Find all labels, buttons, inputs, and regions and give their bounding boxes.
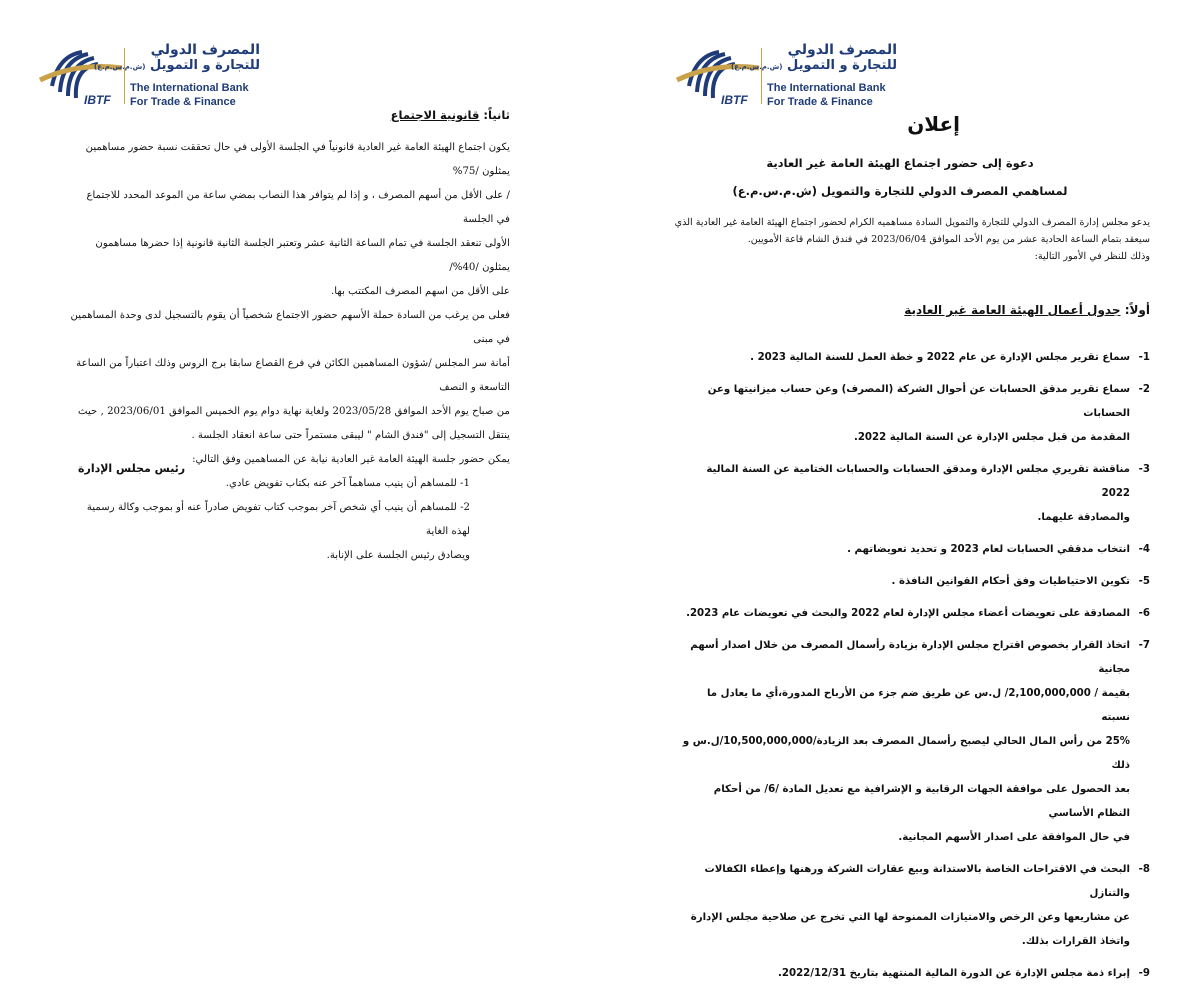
logo-mark: IBTF <box>84 93 111 107</box>
logo-ar-line2: للتجارة و التمويل (ش.م.س.م.ع) <box>94 58 260 73</box>
para1-line: على الأقل من اسهم المصرف المكتتب بها. <box>331 286 510 297</box>
agenda-item-number: 8- <box>1138 864 1150 875</box>
agenda-item-line: انتخاب مدققي الحسابات لعام 2023 و تحديد تعويضاتهم . <box>847 544 1130 555</box>
para2-line: من صباح يوم الأحد الموافق 2023/05/28 ولغاية نهاية دوام يوم الخميس الموافق 2023/06/01 , حيث <box>77 406 510 417</box>
agenda-item <box>680 602 1150 626</box>
agenda-item-line: والمصادقة عليهما. <box>1037 512 1130 523</box>
logo-ar-suffix: (ش.م.س.م.ع) <box>731 63 783 71</box>
agenda-item-line: المصادقة على تعويضات أعضاء مجلس الإدارة لعام 2022 والبحث في تعويضات عام 2023. <box>686 608 1130 619</box>
agenda-item <box>680 570 1150 594</box>
para2-line: ينتقل التسجيل إلى "فندق الشام " ليبقى مستمراً حتى ساعة انعقاد الجلسة . <box>191 430 510 441</box>
logo-divider <box>124 48 125 104</box>
logo-ar-line1: المصرف الدولي <box>150 42 260 58</box>
page-right <box>600 0 1200 979</box>
intro-line: وذلك للنظر في الأمور التالية: <box>1034 251 1150 262</box>
agenda-item-number: 7- <box>1138 640 1150 651</box>
logo-ar-line2: للتجارة و التمويل (ش.م.س.م.ع) <box>731 58 897 73</box>
intro-line: سيعقد بتمام الساعة الحادية عشر من يوم الأحد الموافق 2023/06/04 في فندق الشام قاعة الأمويين. <box>747 234 1150 245</box>
logo-en-line2: For Trade & Finance <box>767 96 873 108</box>
agenda-item <box>680 378 1150 450</box>
page-left <box>0 0 600 840</box>
agenda-item-line: تكوين الاحتياطيات وفق أحكام القوانين النافذة . <box>891 576 1130 587</box>
agenda-item-line: عن مشاريعها وعن الرخص والامتيازات الممنوحة لها التي تخرج عن صلاحية مجلس الإدارة <box>690 912 1130 923</box>
agenda-item <box>680 346 1150 370</box>
agenda-item-line: سماع تقرير مدقق الحسابات عن أحوال الشركة (المصرف) وعن حساب ميزانيتها وعن الحسابات <box>707 384 1130 419</box>
intro-line: يدعو مجلس إدارة المصرف الدولي للتجارة والتمويل السادة مساهميه الكرام لحضور اجتماع الهيئة العامة غير العادية الذي <box>674 217 1150 228</box>
announcement-title: إعلان <box>907 112 960 136</box>
bank-logo <box>38 42 258 112</box>
agenda-item-line: 25% من رأس المال الحالي ليصبح رأسمال المصرف بعد الزيادة/10,500,000,000/ل.س و ذلك <box>682 736 1130 771</box>
agenda-item-number: 1- <box>1138 352 1150 363</box>
logo-ar-suffix: (ش.م.س.م.ع) <box>94 63 146 71</box>
logo-divider <box>761 48 762 104</box>
proxy-item: 1- للمساهم أن ينيب مساهماً آخر عنه بكتاب تفويض عادي. <box>225 478 470 489</box>
para1-line: يكون اجتماع الهيئة العامة غير العادية قانونياً في الجلسة الأولى في حال تحققت نسبة حضور مساهمين يمثلون /75% <box>85 142 510 177</box>
agenda-item-number: 4- <box>1138 544 1150 555</box>
para1-line: الأولى تنعقد الجلسة في تمام الساعة الثانية عشر وتعتبر الجلسة الثانية قانونية إذا حضرها مساهمون يمثلون /40%/ <box>95 238 510 273</box>
agenda-title <box>904 303 1150 317</box>
agenda-item <box>680 634 1150 850</box>
agenda-item <box>680 458 1150 530</box>
ibtf-globe-icon <box>38 42 124 112</box>
ibtf-globe-icon <box>675 42 761 112</box>
agenda-item-line: بعد الحصول على موافقة الجهات الرقابية و الإشرافية مع تعديل المادة /6/ من أحكام النظام الأساسي <box>713 784 1130 819</box>
bank-logo <box>675 42 895 112</box>
agenda-item-line: بقيمة / 2,100,000,000/ ل.س عن طريق ضم جزء من الأرباح المدورة،أي ما يعادل ما نسبته <box>706 688 1130 723</box>
agenda-item-line: إبراء ذمة مجلس الإدارة عن الدورة المالية المنتهية بتاريخ 2022/12/31. <box>778 968 1130 979</box>
para1-line: / على الأقل من أسهم المصرف ، و إذا لم يتوافر هذا النصاب بمضي ساعة من الموعد المحدد للاجتماع في الجلسة <box>86 190 510 225</box>
shareholders-subtitle: لمساهمي المصرف الدولي للتجارة والتمويل (ش.م.س.م.ع) <box>732 184 1068 198</box>
invitation-intro <box>630 214 1150 265</box>
agenda-item-line: المقدمة من قبل مجلس الإدارة عن السنة المالية 2022. <box>853 432 1130 443</box>
legality-title <box>391 108 510 122</box>
invitation-subtitle: دعوة إلى حضور اجتماع الهيئة العامة غير العادية <box>766 156 1034 170</box>
agenda-item-line: واتخاذ القرارات بذلك. <box>1021 936 1130 947</box>
para2-line: أمانة سر المجلس /شؤون المساهمين الكائن في فرع القصاع سابقا برج الروس وذلك اعتباراً من الساعة التاسعة و النصف <box>76 358 510 393</box>
agenda-item-number: 6- <box>1138 608 1150 619</box>
agenda-list <box>680 346 1150 994</box>
para3: يمكن حضور جلسة الهيئة العامة غير العادية نيابة عن المساهمين وفق التالي: <box>192 454 510 465</box>
agenda-title-prefix: أولاً: <box>1124 303 1150 317</box>
logo-en-line1: The International Bank <box>130 82 249 94</box>
legality-title-text: قانونية الاجتماع <box>390 108 480 122</box>
para2-line: فعلى من يرغب من السادة حملة الأسهم حضور الاجتماع شخصياً أن يقوم بالتسجيل لدى وحدة المساهمين في مبنى <box>70 310 510 345</box>
logo-ar-line1: المصرف الدولي <box>787 42 897 58</box>
legality-body <box>70 136 510 568</box>
legality-title-prefix: ثانياً: <box>483 108 510 122</box>
logo-mark: IBTF <box>721 93 748 107</box>
agenda-item-number: 3- <box>1138 464 1150 475</box>
logo-en-line2: For Trade & Finance <box>130 96 236 108</box>
agenda-item <box>680 858 1150 954</box>
agenda-title-text: جدول أعمال الهيئة العامة غير العادية <box>904 303 1121 317</box>
agenda-item-number: 2- <box>1138 384 1150 395</box>
signature-label: رئيس مجلس الإدارة <box>78 462 186 475</box>
agenda-item <box>680 538 1150 562</box>
proxy-item: 2- للمساهم أن ينيب أي شخص آخر بموجب كتاب تفويض صادراً عنه أو بموجب وكالة رسمية لهذه الغاية <box>86 502 470 537</box>
agenda-item-line: اتخاذ القرار بخصوص اقتراح مجلس الإدارة بزيادة رأسمال المصرف من خلال اصدار أسهم مجانية <box>690 640 1130 675</box>
agenda-item-line: في حال الموافقة على اصدار الأسهم المجانية. <box>898 832 1130 843</box>
agenda-item-number: 9- <box>1138 968 1150 979</box>
logo-en-line1: The International Bank <box>767 82 886 94</box>
proxy-item: ويصادق رئيس الجلسة على الإنابة. <box>326 550 470 561</box>
agenda-item-line: البحث في الاقتراحات الخاصة بالاستدانة وبيع عقارات الشركة ورهنها وإعطاء الكفالات والتنازل <box>704 864 1130 899</box>
agenda-item-line: مناقشة تقريري مجلس الإدارة ومدقق الحسابات والحسابات الختامية عن السنة المالية 2022 <box>706 464 1130 499</box>
agenda-item-line: سماع تقرير مجلس الإدارة عن عام 2022 و خطة العمل للسنة المالية 2023 . <box>750 352 1130 363</box>
agenda-item-number: 5- <box>1138 576 1150 587</box>
agenda-item <box>680 962 1150 986</box>
